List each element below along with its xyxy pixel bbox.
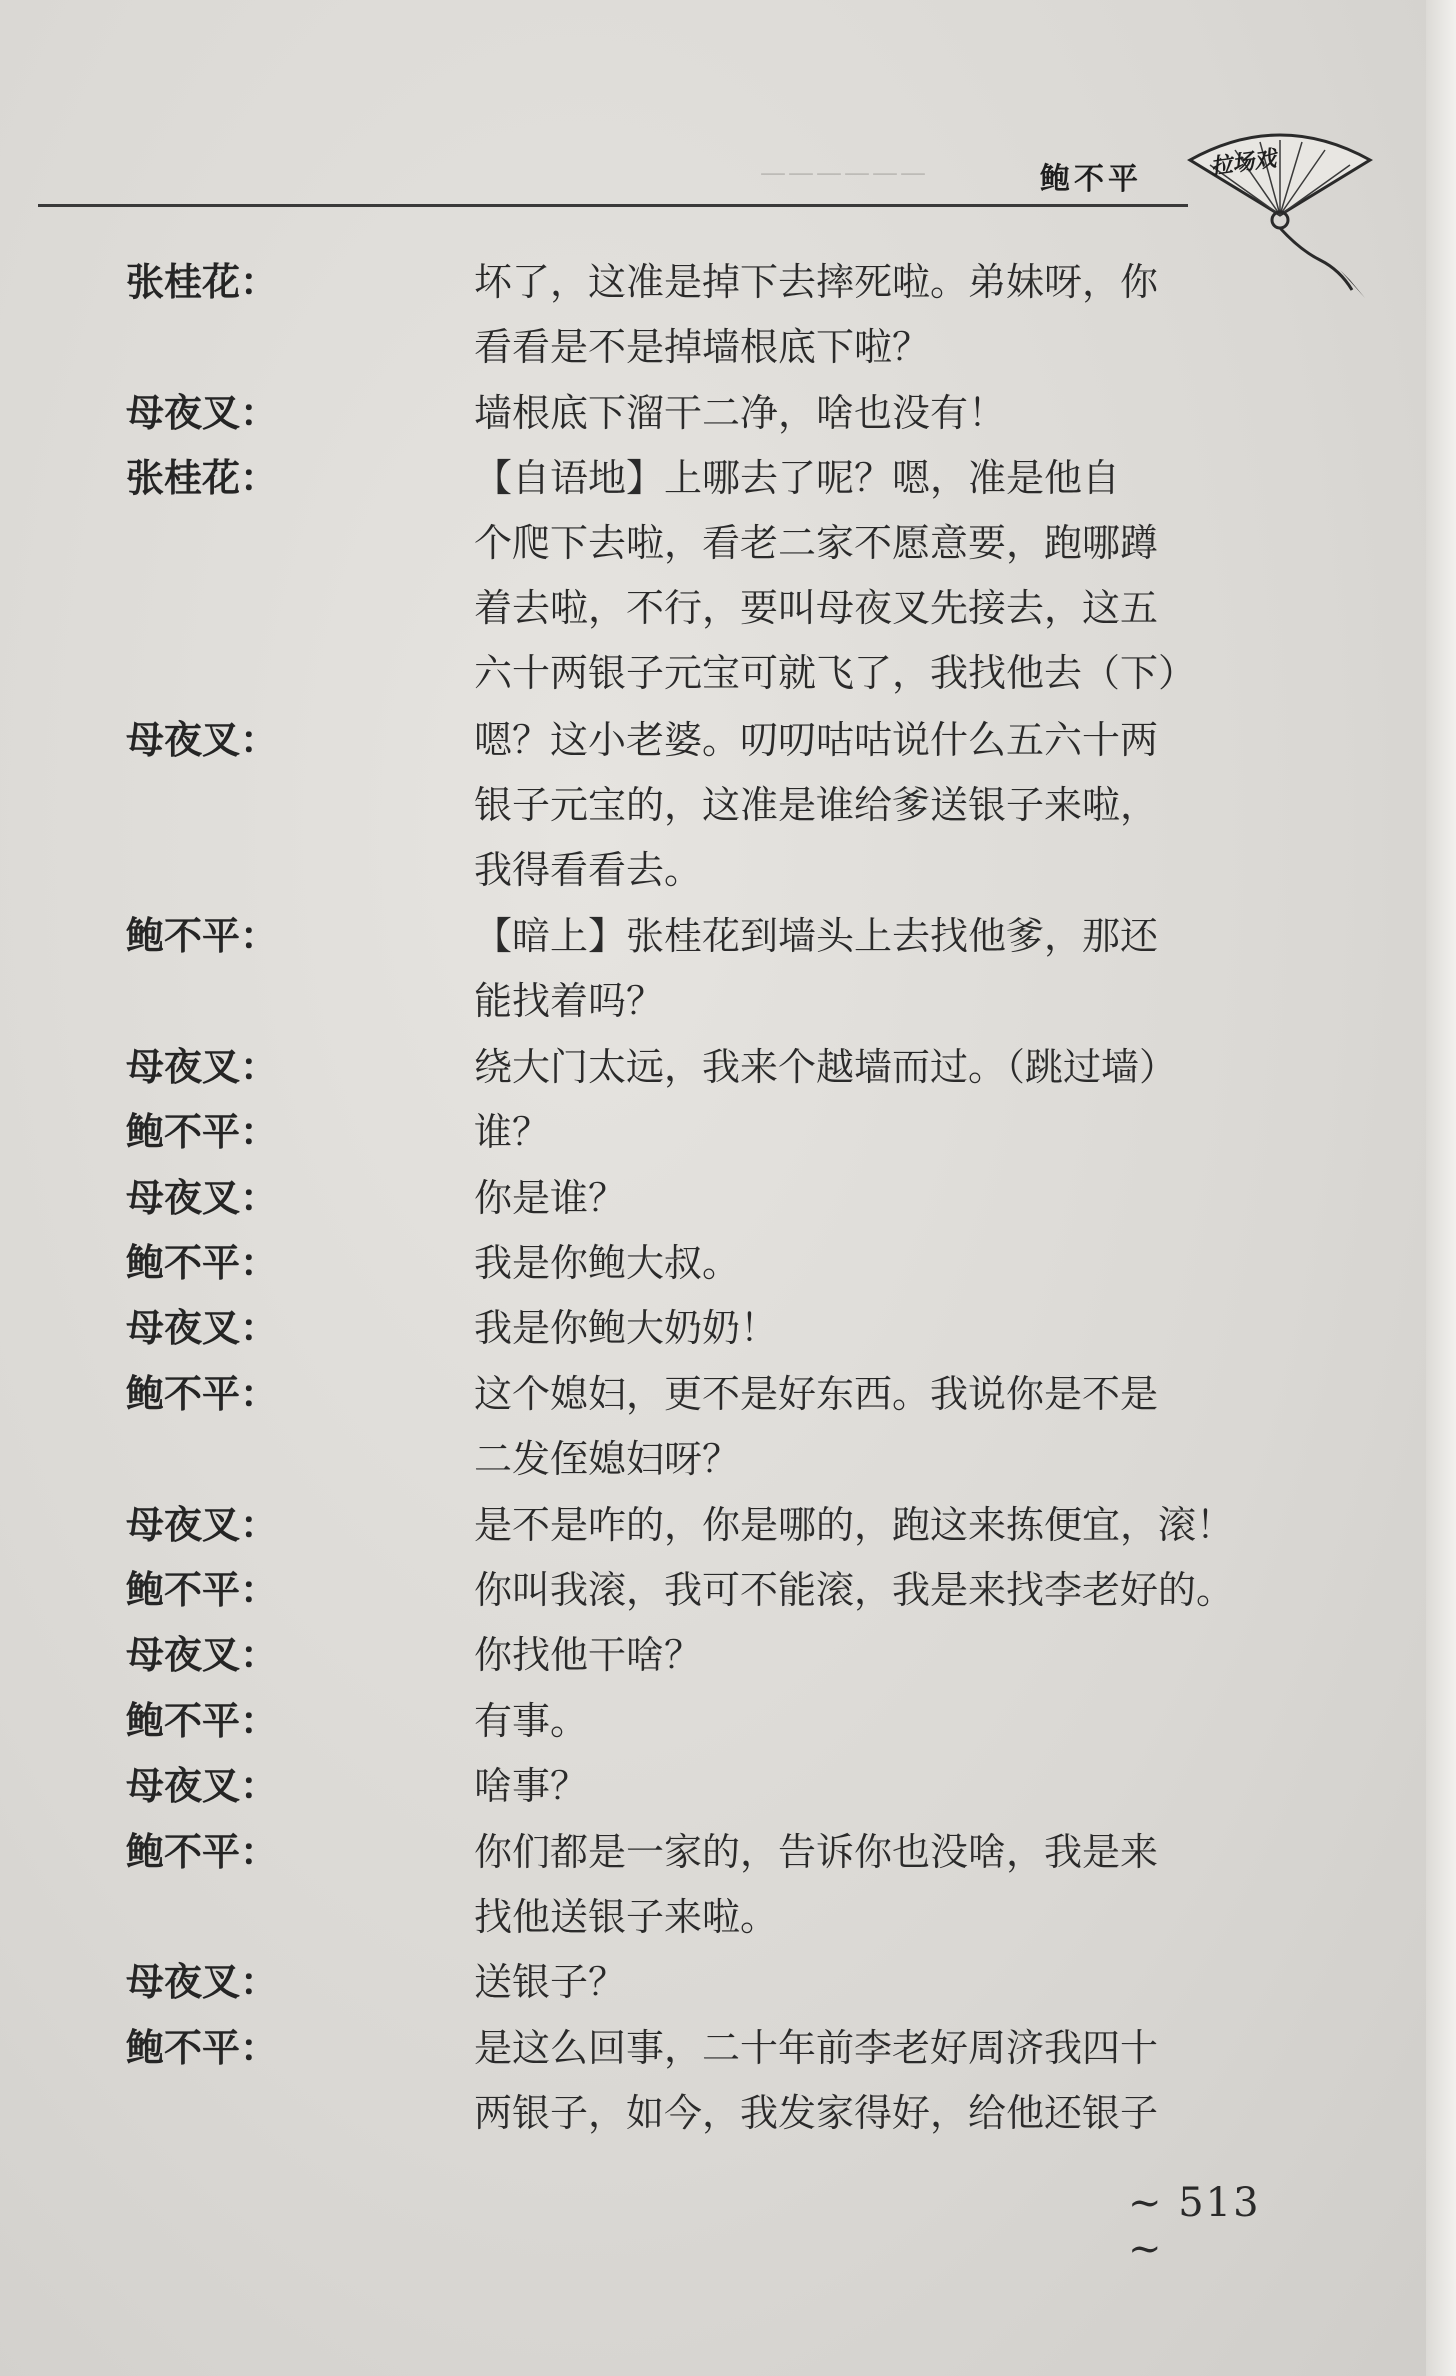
- speaker-name: 母夜叉：: [126, 1764, 279, 1809]
- speech-line: 是不是咋的，你是哪的，跑这来拣便宜，滚！: [474, 1502, 1235, 1547]
- speaker-name: 母夜叉：: [126, 1044, 279, 1089]
- speech-text: [474, 1231, 1304, 1296]
- fan-label: 拉场戏: [1208, 145, 1278, 181]
- speaker-name: 鲍不平：: [126, 1829, 279, 1874]
- header-rule: [38, 204, 1188, 207]
- speech-line: 我得看看去。: [474, 847, 703, 892]
- speaker-name: 张桂花：: [126, 456, 279, 501]
- speaker-name: 母夜叉：: [126, 390, 279, 435]
- speech-text: [474, 708, 1304, 903]
- speaker-name: 鲍不平：: [126, 1371, 279, 1416]
- speech-line: 着去啦，不行，要叫母夜叉先接去，这五: [474, 586, 1159, 631]
- speech-text: [474, 446, 1304, 706]
- speech-line: 你们都是一家的，告诉你也没啥，我是来: [474, 1829, 1159, 1874]
- speaker-name: 母夜叉：: [126, 717, 279, 762]
- page-number: ~ 513 ~: [1128, 2180, 1261, 2272]
- speech-line: 绕大门太远，我来个越墙而过。（跳过墙）: [474, 1044, 1178, 1089]
- speech-line: 坏了，这准是掉下去摔死啦。弟妹呀，你: [474, 260, 1159, 304]
- speech-line: 【自语地】上哪去了呢？嗯，准是他自: [474, 456, 1121, 501]
- speech-text: [474, 1035, 1304, 1100]
- speaker-name: 鲍不平：: [126, 1241, 279, 1285]
- speech-text: [474, 1166, 1304, 1231]
- speech-text: [474, 1100, 1304, 1165]
- speech-line: 我是你鲍大奶奶！: [474, 1306, 779, 1351]
- speech-text: [474, 1950, 1304, 2015]
- speech-line: 能找着吗？: [474, 979, 665, 1023]
- speech-line: 二发侄媳妇呀？: [474, 1436, 741, 1481]
- speech-text: [474, 1623, 1304, 1688]
- speech-line: 你叫我滚，我可不能滚，我是来找李老好的。: [474, 1568, 1235, 1612]
- speech-line: 银子元宝的，这准是谁给爹送银子来啦，: [474, 782, 1159, 827]
- running-header-title: 鲍不平: [1040, 162, 1142, 197]
- speaker-name: 母夜叉：: [126, 1306, 279, 1351]
- speech-text: [474, 1820, 1304, 1950]
- speech-line: 你找他干啥？: [474, 1633, 703, 1678]
- speech-text: [474, 1689, 1304, 1754]
- speech-line: 谁？: [474, 1110, 551, 1155]
- speech-line: 【暗上】张桂花到墙头上去找他爹，那还: [474, 914, 1159, 958]
- speech-text: [474, 1558, 1304, 1623]
- speech-text: [474, 904, 1304, 1034]
- speech-line: 嗯？这小老婆。叨叨咕咕说什么五六十两: [474, 717, 1159, 762]
- speaker-name: 母夜叉：: [126, 1960, 279, 2005]
- speaker-name: 母夜叉：: [126, 1175, 279, 1220]
- speaker-name: 鲍不平：: [126, 914, 279, 958]
- speech-line: 看看是不是掉墙根底下啦？: [474, 325, 931, 369]
- speech-text: [474, 1493, 1304, 1558]
- speaker-name: 鲍不平：: [126, 1110, 279, 1155]
- speaker-name: 鲍不平：: [126, 1698, 279, 1743]
- speech-text: [474, 1362, 1304, 1492]
- speech-line: 是这么回事，二十年前李老好周济我四十: [474, 2025, 1159, 2070]
- speech-line: 六十两银子元宝可就飞了，我找他去（下）: [474, 651, 1197, 696]
- speaker-name: 鲍不平：: [126, 2025, 279, 2070]
- speech-text: [474, 1754, 1304, 1819]
- speech-text: [474, 2016, 1304, 2146]
- page-edge: [1426, 0, 1456, 2376]
- speech-line: 找他送银子来啦。: [474, 1894, 779, 1939]
- speech-text: [474, 250, 1304, 380]
- speech-line: 个爬下去啦，看老二家不愿意要，跑哪蹲: [474, 521, 1159, 566]
- speaker-name: 母夜叉：: [126, 1502, 279, 1547]
- speech-line: 啥事？: [474, 1764, 589, 1809]
- speech-line: 两银子，如今，我发家得好，给他还银子: [474, 2090, 1159, 2135]
- speaker-name: 张桂花：: [126, 260, 279, 304]
- speech-text: [474, 1296, 1304, 1361]
- speech-line: 墙根底下溜干二净，啥也没有！: [474, 390, 1007, 435]
- header-ghost-text: ——————: [760, 158, 928, 188]
- speech-line: 你是谁？: [474, 1175, 627, 1220]
- speaker-name: 母夜叉：: [126, 1633, 279, 1678]
- speech-line: 送银子？: [474, 1960, 627, 2005]
- speech-text: [474, 381, 1304, 446]
- speech-line: 有事。: [474, 1698, 589, 1743]
- speaker-name: 鲍不平：: [126, 1568, 279, 1612]
- speech-line: 这个媳妇，更不是好东西。我说你是不是: [474, 1371, 1159, 1416]
- speech-line: 我是你鲍大叔。: [474, 1241, 741, 1285]
